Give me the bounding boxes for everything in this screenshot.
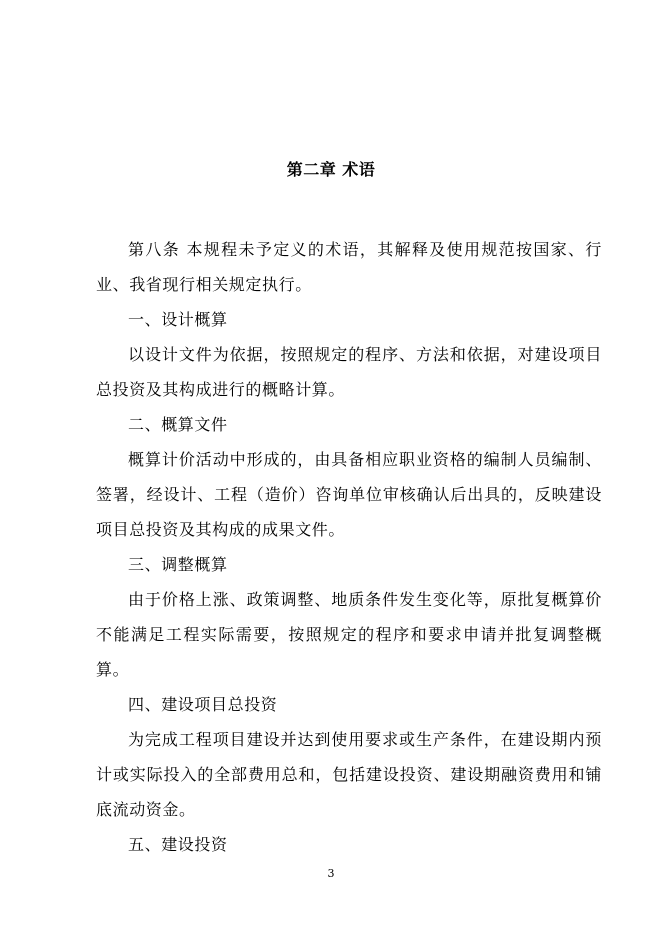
article-8-paragraph: 第八条 本规程未予定义的术语，其解释及使用规范按国家、行业、我省现行相关规定执行。	[96, 240, 602, 294]
section-heading-total-investment: 四、建设项目总投资	[128, 695, 278, 714]
page-number: 3	[327, 867, 335, 880]
definition-total-investment: 为完成工程项目建设并达到使用要求或生产条件，在建设期内预计或实际投入的全部费用总和，包括建设投资、建设期融资费用和铺底流动资金。	[96, 730, 602, 819]
section-heading-design-estimate: 一、设计概算	[128, 310, 228, 329]
section-heading-construction-investment: 五、建设投资	[128, 835, 228, 854]
definition-estimate-documents: 概算计价活动中形成的，由具备相应职业资格的编制人员编制、签署，经设计、工程（造价）咨询单位审核确认后出具的，反映建设项目总投资及其构成的成果文件。	[96, 450, 602, 539]
chapter-title: 第二章 术语	[286, 160, 376, 179]
section-heading-estimate-documents: 二、概算文件	[128, 415, 228, 434]
section-heading-adjusted-estimate: 三、调整概算	[128, 555, 228, 574]
definition-design-estimate: 以设计文件为依据，按照规定的程序、方法和依据，对建设项目总投资及其构成进行的概略计算。	[96, 345, 602, 399]
body-text	[96, 232, 602, 862]
definition-adjusted-estimate: 由于价格上涨、政策调整、地质条件发生变化等，原批复概算价不能满足工程实际需要，按照规定的程序和要求申请并批复调整概算。	[96, 590, 602, 679]
